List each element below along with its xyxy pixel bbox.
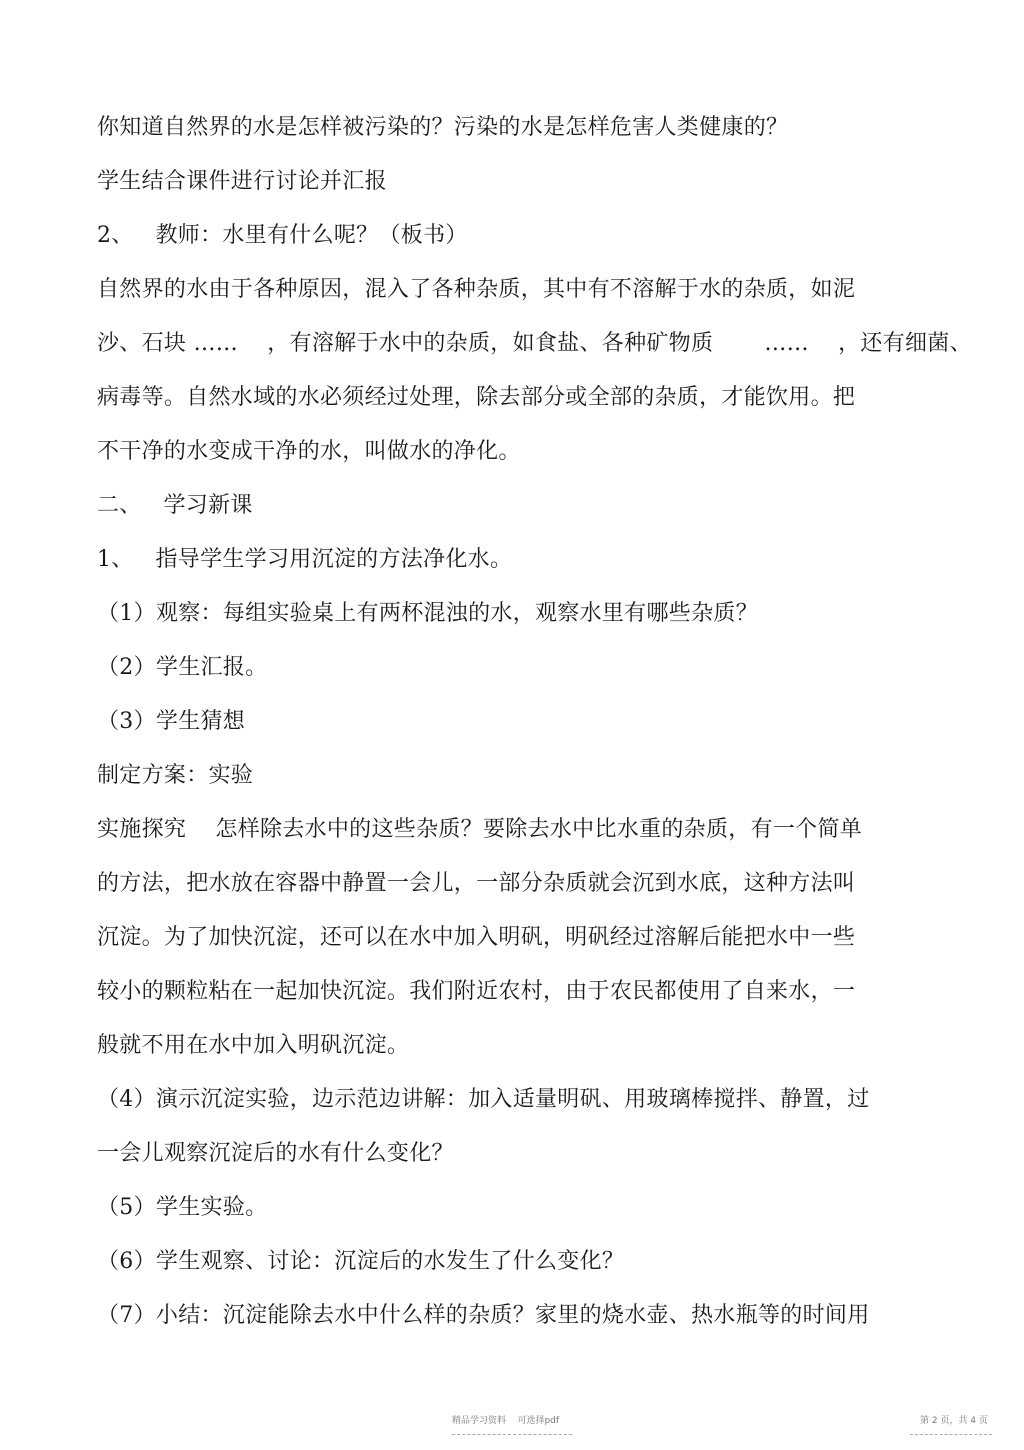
text-line: （7）小结：沉淀能除去水中什么样的杂质？家里的烧水壶、热水瓶等的时间用: [97, 1303, 870, 1328]
text-line: 你知道自然界的水是怎样被污染的？污染的水是怎样危害人类健康的？: [97, 115, 789, 140]
text-line: （5）学生实验。: [97, 1195, 268, 1220]
section-heading: 二、 学习新课: [97, 493, 253, 518]
text-line: 1、 指导学生学习用沉淀的方法净化水。: [97, 547, 513, 572]
text-line: 沙、石块 …… ，有溶解于水中的杂质，如食盐、各种矿物质 …… ，还有细菌、: [97, 331, 972, 356]
text-line: 实施探究 怎样除去水中的这些杂质？要除去水中比水重的杂质，有一个简单: [97, 817, 863, 842]
text-line: 学生结合课件进行讨论并汇报: [97, 169, 387, 194]
text-line: （4）演示沉淀实验，边示范边讲解：加入适量明矾、用玻璃棒搅拌、静置，过: [97, 1087, 870, 1112]
text-line: 沉淀。为了加快沉淀，还可以在水中加入明矾，明矾经过溶解后能把水中一些: [97, 925, 856, 950]
text-line: （6）学生观察、讨论：沉淀后的水发生了什么变化？: [97, 1249, 625, 1274]
text-line: 病毒等。自然水域的水必须经过处理，除去部分或全部的杂质，才能饮用。把: [97, 385, 856, 410]
text-line: （3）学生猜想: [97, 709, 246, 734]
text-line: 的方法，把水放在容器中静置一会儿，一部分杂质就会沉到水底，这种方法叫: [97, 871, 856, 896]
text-line: （1）观察：每组实验桌上有两杯混浊的水，观察水里有哪些杂质？: [97, 601, 758, 626]
text-line: 一会儿观察沉淀后的水有什么变化？: [97, 1141, 454, 1166]
text-line: 般就不用在水中加入明矾沉淀。: [97, 1033, 410, 1058]
footer-divider: [910, 1434, 992, 1435]
page-number: 第 2 页，共 4 页: [920, 1416, 988, 1426]
text-line: （2）学生汇报。: [97, 655, 268, 680]
text-line: 不干净的水变成干净的水，叫做水的净化。: [97, 439, 521, 464]
footer-divider: [452, 1434, 572, 1435]
text-line: 较小的颗粒粘在一起加快沉淀。我们附近农村，由于农民都使用了自来水，一: [97, 979, 856, 1004]
text-line: 2、 教师：水里有什么呢？（板书）: [97, 223, 468, 248]
text-line: 自然界的水由于各种原因，混入了各种杂质，其中有不溶解于水的杂质，如泥: [97, 277, 856, 302]
text-line: 制定方案：实验: [97, 763, 254, 788]
footer-watermark: 精品学习资料 可选择pdf: [452, 1416, 560, 1426]
